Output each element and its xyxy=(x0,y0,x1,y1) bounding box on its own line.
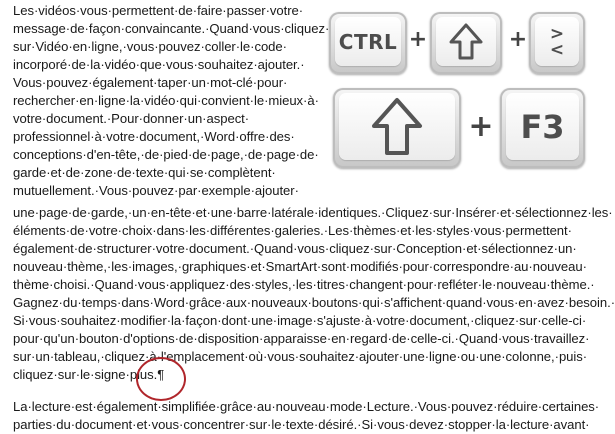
pilcrow-highlight-circle xyxy=(136,357,186,401)
text-line: parties·du·document·et·vous·concentrer·sur·le·texte·désiré.·Si·vous·devez·stopper·la·lecture·avant· xyxy=(13,417,590,432)
text-line-last: cliquez·sur·le·signe·plus.¶ xyxy=(13,367,165,382)
text-line: conceptions·d'en-tête,·de·pied·de·page,·de·page·de· xyxy=(13,147,319,162)
text-line: incorporé·de·la·vidéo·que·vous·souhaitez·ajouter.· xyxy=(13,57,305,72)
text-line: une·page·de·garde,·un·en-tête·et·une·barre·latérale·identiques.·Cliquez·sur·Insérer·et·sélectionnez·les· xyxy=(13,205,613,220)
f3-key xyxy=(500,88,585,168)
shift-arrow-icon xyxy=(371,97,423,157)
shift-key-small xyxy=(430,12,502,74)
text-line: Les·vidéos·vous·permettent·de·faire·passer·votre· xyxy=(13,3,304,18)
text-line: sur·un·tableau,·cliquez·à·l'emplacement·où·vous·souhaitez·ajouter·une·ligne·ou·une·colonne,·puis· xyxy=(13,349,588,364)
ctrl-key xyxy=(329,12,407,74)
text-line: Vous·pouvez·également·taper·un·mot-clé·pour· xyxy=(13,75,288,90)
text-line: La·lecture·est·également·simplifiée·grâce·au·nouveau·mode·Lecture.·Vous·pouvez·réduire·certaines· xyxy=(13,399,600,414)
angle-bracket-key-label: > < xyxy=(549,23,571,60)
text-line: rechercher·en·ligne·la·vidéo·qui·convient·le·mieux·à· xyxy=(13,93,319,108)
f3-key-label: F3 xyxy=(520,107,565,146)
text-line: mutuellement.·Vous·pouvez·par·exemple·ajouter· xyxy=(13,183,299,198)
angle-bracket-key xyxy=(529,12,585,74)
text-line: sur·Vidéo·en·ligne,·vous·pouvez·coller·le·code· xyxy=(13,39,287,54)
shift-arrow-icon xyxy=(449,23,483,61)
ctrl-key-label: CTRL xyxy=(338,29,398,54)
text-line: également·de·structurer·votre·document.·Quand·vous·cliquez·sur·Conception·et·sélectionnez·un· xyxy=(13,241,577,256)
text-line: message·de·façon·convaincante.·Quand·vous·cliquez· xyxy=(13,21,330,36)
text-line: pour·qu'un·bouton·d'options·de·disposition·apparaisse·en·regard·de·celle-ci.·Quand·vous·travaillez· xyxy=(13,331,590,346)
text-line: votre·document.·Pour·donner·un·aspect· xyxy=(13,111,250,126)
plus-sign: + xyxy=(508,27,528,52)
text-line: thème·choisi.·Quand·vous·appliquez·des·styles,·les·titres·changent·pour·refléter·le·nouveau·thème.· xyxy=(13,277,595,292)
plus-sign: + xyxy=(468,109,494,144)
plus-sign: + xyxy=(408,27,428,52)
text-line: Si·vous·souhaitez·modifier·la·façon·dont·une·image·s'ajuste·à·votre·document,·cliquez·sur·celle-ci· xyxy=(13,313,587,328)
text-line: professionnel·à·votre·document,·Word·offre·des· xyxy=(13,129,295,144)
text-line: éléments·de·votre·choix·dans·les·différentes·galeries.·Les·thèmes·et·les·styles·vous·permettent· xyxy=(13,223,572,238)
text-line: garde·et·de·zone·de·texte·qui·se·complètent· xyxy=(13,165,276,180)
text-line: Gagnez·du·temps·dans·Word·grâce·aux·nouveaux·boutons·qui·s'affichent·quand·vous·en·avez·besoin.· xyxy=(13,295,615,310)
shift-key-large xyxy=(333,88,461,168)
text-line: nouveau·thème,·les·images,·graphiques·et·SmartArt·sont·modifiés·pour·correspondre·au·nouveau· xyxy=(13,259,587,274)
